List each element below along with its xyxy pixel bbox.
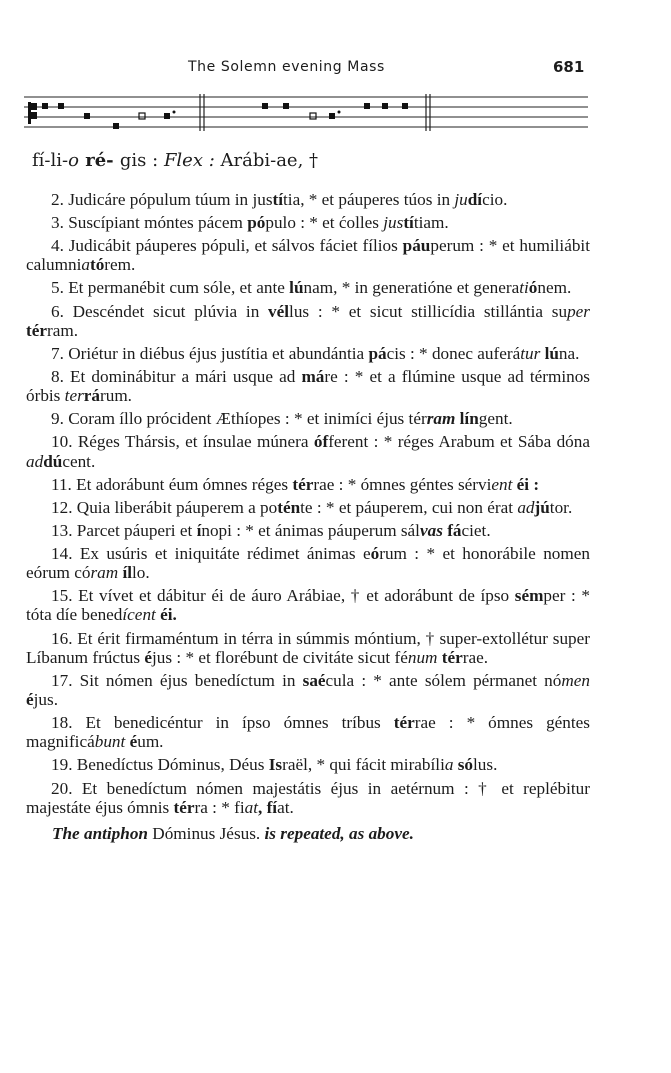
c-clef-icon [28,102,37,124]
verse-text: per : * tóta díe bened [26,586,590,625]
rubric-text: is repeated, as above. [260,823,414,843]
verse-text: ciet. [461,520,491,540]
chant-staff [24,93,588,135]
verse-text: gent. [478,409,513,429]
verse-text: rae. [462,647,489,667]
verse-text: má [301,366,325,386]
verse-text: lus : * et sicut stillicídia stillántia su [289,301,568,321]
verse-text: rem. [104,255,136,275]
psalm-verse [26,409,590,428]
verse-text: dí [467,190,483,209]
verse-text: tí [272,190,284,209]
verse-text: 8. Et dominábitur a mári usque ad [51,366,302,386]
verse-text: tor. [549,497,573,517]
verse-text: é [125,732,138,752]
verse-text: ram [90,563,119,583]
verse-text: perum : * et humiliábit calumni [26,236,590,275]
verse-text: óf [313,432,329,452]
verse-text: 10. Réges Thársis, et ínsulae múnera [51,432,314,452]
running-title: The Solemn evening Mass [188,59,385,75]
psalm-verse [26,302,590,340]
verse-text: jú [534,497,550,517]
verse-text: ent [491,474,513,494]
verse-text: rae : * ómnes géntes sérvi [313,474,492,494]
verse-text: tén [277,497,301,517]
verse-text: 6. Descéndet sicut plúvia in [51,301,269,321]
chant-syllable: fí-li- [32,150,69,171]
psalm-verse [26,498,590,517]
verse-text: nem. [537,278,572,298]
verse-text: 12. Quia liberábit páuperem a po [51,497,278,517]
psalm-verse [26,278,590,297]
verse-text: a [81,255,90,275]
verse-text: na. [558,343,580,363]
psalm-verse [26,755,590,774]
verse-text: tér [26,320,47,340]
verse-text: pó [247,213,266,233]
psalm-verse [26,344,590,363]
verse-text: ó [528,278,538,298]
verse-text: tér [292,474,314,494]
verse-text: 2. Judicáre pópulum túum in jus [51,190,273,209]
verse-text: lus. [473,755,498,775]
verse-text: vas [419,520,443,540]
verse-text: cio. [482,190,508,209]
psalm-verse [26,586,590,624]
verse-text: 15. Et vívet et dábitur éi de áuro Arábiae, † et adorábunt de ípso [51,586,515,606]
verse-text: tér [393,713,415,733]
verse-text: per [567,301,590,321]
verse-text: pulo : * et ćolles [265,213,384,233]
psalm-verse [26,713,590,751]
verse-text: jus. [33,690,58,710]
verse-text: men [561,670,591,690]
verse-text: bunt [94,732,126,752]
chant-lyrics [32,150,318,171]
verse-text: pá [368,343,387,363]
page-number: 681 [553,58,585,76]
verse-text: é [26,690,34,710]
rubric-text: Dóminus Jésus. [148,823,261,843]
verse-text: é [144,647,153,667]
verse-text: 17. Sit nómen éjus benedíctum in [51,670,303,690]
verse-text: jus [383,213,404,233]
psalm-verse [26,236,590,274]
chant-syllable: Flex : [163,150,215,171]
verse-text: ad [26,451,44,471]
verse-text: ó [370,543,380,563]
psalm-verse [26,629,590,667]
psalm-verse [26,671,590,709]
verse-text: at [244,797,258,817]
verse-text: 5. Et permanébit cum sóle, et ante [51,278,290,298]
psalm-verse [26,521,590,540]
verse-text: rum. [100,386,132,406]
verse-text: Is [268,755,283,775]
verse-text: ram. [46,320,79,340]
psalm-verse [26,213,590,232]
verse-text: saé [302,670,326,690]
psalm-verse [26,432,590,470]
rubric [26,824,590,843]
verse-text: 19. Benedíctus Dóminus, Déus [51,755,269,775]
verse-text: 4. Judicábit páuperes pópuli, et sálvos fáciet fílios [51,236,403,256]
verse-text: rá [83,386,100,406]
verse-text: sém [514,586,544,606]
rubric-text: The antiphon [52,823,148,843]
verse-text: 20. Et benedíctum nómen majestátis éjus in aetérnum : † et replébitur majestáte éjus ómnis [26,778,590,817]
verse-text: ter [64,386,84,406]
verse-text: a [444,755,454,775]
psalm-verse [26,779,590,817]
psalm-verse [26,475,590,494]
verse-text: ti [519,278,529,298]
psalm-verse [26,190,590,209]
verse-text: vél [268,301,290,321]
psalm-verses [26,190,590,860]
verse-text: rae : * ómnes géntes magnificá [26,713,590,752]
verse-text: lín [455,409,479,429]
verse-text: páu [402,236,431,256]
verse-text: lú [289,278,304,298]
verse-text: re : * et a flúmine usque ad términos órbis [26,366,590,406]
verse-text: fá [442,520,462,540]
chant-syllable: o [68,150,79,171]
verse-text: ju [454,190,468,209]
psalm-verse [26,367,590,405]
verse-text: éi : [512,474,540,494]
verse-text: nam, * in generatióne et genera [303,278,520,298]
verse-text: 9. Coram íllo prócident Æthíopes : * et inimíci éjus tér [51,409,427,429]
verse-text: ra : * fi [194,797,245,817]
verse-text: ad [517,497,535,517]
verse-text: íl [118,563,132,583]
verse-text: ferent : * réges Arabum et Sába dóna [328,432,590,452]
verse-text: um. [137,732,164,752]
verse-text: í [196,520,202,540]
chant-syllable: ré- [78,150,120,171]
verse-text: cula : * ante sólem pérmanet nó [325,670,562,690]
verse-text: num [407,647,438,667]
verse-text: tér [437,647,463,667]
verse-text: 18. Et benedicéntur in ípso ómnes tríbus [51,713,394,733]
verse-text: 14. Ex usúris et iniquitáte rédimet ánimas e [51,543,371,563]
verse-text: dú [43,451,63,471]
psalm-verse [26,544,590,582]
verse-text: ícent [122,605,156,625]
verse-text: tér [173,797,195,817]
verse-text: só [453,755,474,775]
verse-text: 13. Parcet páuperi et [51,520,197,540]
running-header [0,57,671,79]
verse-text: éi. [155,605,177,625]
verse-text: tó [89,255,105,275]
verse-text: cis : * donec auferá [386,343,521,363]
verse-text: cent. [62,451,96,471]
verse-text: 11. Et adorábunt éum ómnes réges [51,474,293,494]
verse-text: jus : * et florébunt de civitáte sicut fé [152,647,408,667]
verse-text: tur [520,343,541,363]
verse-text: tia, * et páuperes túos in [283,190,455,209]
chant-syllable: Arábi-ae, † [214,150,319,171]
chant-syllable: gis : [119,150,164,171]
verse-text: , fí [257,797,278,817]
verse-text: nopi : * et ánimas páuperum sál [201,520,420,540]
verse-text: at. [277,797,294,817]
verse-text: tí [403,213,414,233]
verse-text: rum : * et honorábile nomen eórum có [26,543,590,583]
verse-text: 3. Suscípiant móntes pácem [51,213,248,233]
verse-text: 16. Et érit firmaméntum in térra in súmmis móntium, † super-extollétur super Líbanum frúctus [26,628,590,667]
verse-text: te : * et páuperem, cui non érat [300,497,518,517]
verse-text: lú [540,343,559,363]
verse-text: tiam. [413,213,449,233]
verse-text: ram [426,409,456,429]
verse-text: raël, * qui fácit mirabíli [282,755,445,775]
verse-text: 7. Oriétur in diébus éjus justítia et abundántia [51,343,369,363]
verse-text: lo. [132,563,150,583]
